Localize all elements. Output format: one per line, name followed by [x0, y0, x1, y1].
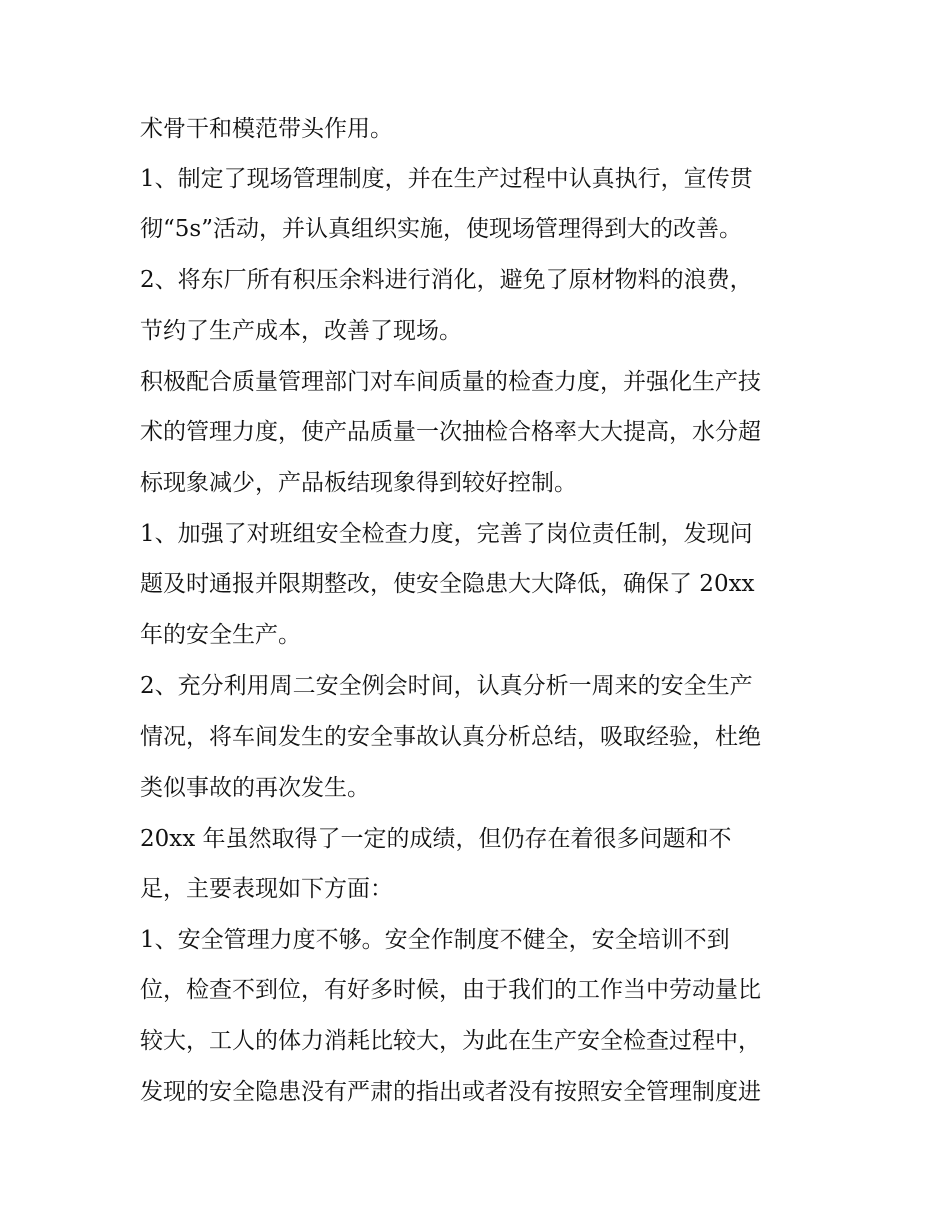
text-line: 1、安全管理力度不够。安全作制度不健全，安全培训不到 [140, 927, 730, 953]
text-line: 术骨干和模范带头作用。 [140, 116, 393, 142]
text-line: 发现的安全隐患没有严肃的指出或者没有按照安全管理制度进 [140, 1079, 761, 1105]
text-line: 类似事故的再次发生。 [140, 775, 370, 801]
text-line: 较大，工人的体力消耗比较大，为此在生产安全检查过程中， [140, 1028, 761, 1054]
text-line: 20xx 年虽然取得了一定的成绩，但仍存在着很多问题和不 [140, 826, 732, 852]
text-line: 情况，将车间发生的安全事故认真分析总结，吸取经验，杜绝 [140, 724, 761, 750]
text-line: 节约了生产成本，改善了现场。 [140, 318, 462, 344]
text-line: 足，主要表现如下方面： [140, 876, 393, 902]
text-line: 彻“5s”活动，并认真组织实施，使现场管理得到大的改善。 [140, 216, 742, 242]
text-line: 术的管理力度，使产品质量一次抽检合格率大大提高，水分超 [140, 419, 761, 445]
text-line: 1、加强了对班组安全检查力度，完善了岗位责任制，发现问 [140, 521, 753, 547]
text-line: 位，检查不到位，有好多时候，由于我们的工作当中劳动量比 [140, 977, 761, 1003]
text-line: 年的安全生产。 [140, 622, 301, 648]
text-line: 题及时通报并限期整改，使安全隐患大大降低，确保了 20xx [140, 571, 755, 597]
text-line: 标现象减少，产品板结现象得到较好控制。 [140, 470, 577, 496]
text-line: 积极配合质量管理部门对车间质量的检查力度，并强化生产技 [140, 369, 761, 395]
text-line: 2、将东厂所有积压余料进行消化，避免了原材物料的浪费， [140, 267, 753, 293]
text-line: 2、充分利用周二安全例会时间，认真分析一周来的安全生产 [140, 673, 753, 699]
text-line: 1、制定了现场管理制度，并在生产过程中认真执行，宣传贯 [140, 166, 753, 192]
